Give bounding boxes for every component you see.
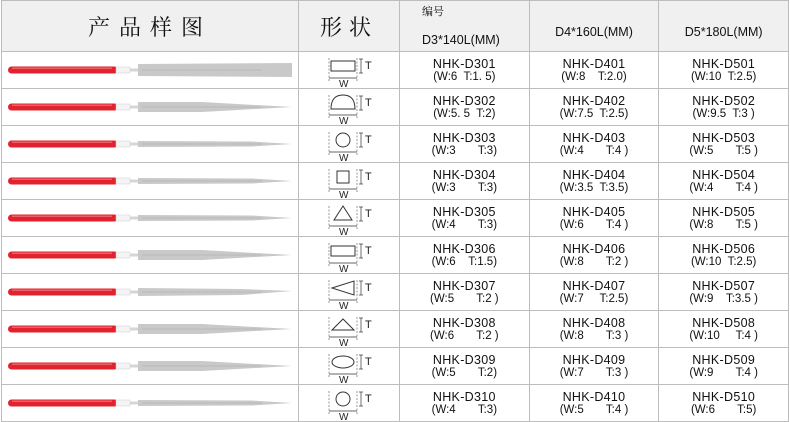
width-label: W (339, 190, 349, 199)
model-cell (400, 385, 530, 422)
model-code: NHK-D406 (562, 241, 626, 256)
model-cell (659, 385, 789, 422)
product-image-cell (2, 200, 299, 237)
thickness-label: T (365, 60, 372, 72)
model-cell (659, 52, 789, 89)
model-dimensions: (W:10 T:2.5) (690, 70, 757, 83)
product-table (1, 0, 789, 422)
header-size-d4: D4*160L(MM) (529, 1, 659, 52)
thickness-label: T (365, 319, 372, 331)
width-label: W (339, 338, 349, 347)
file-image (2, 200, 296, 236)
thickness-label: T (365, 282, 372, 294)
model-cell (400, 274, 530, 311)
model-dimensions: (W:3.5 T:3.5) (559, 181, 629, 194)
model-cell (659, 311, 789, 348)
model-dimensions: (W:4 T:4 ) (559, 144, 629, 157)
header-shape: 形状 (299, 1, 400, 52)
model-dimensions: (W:9.5 T:3 ) (692, 107, 755, 120)
model-code: NHK-D507 (692, 278, 756, 293)
header-code-label: 编号 (422, 6, 444, 18)
model-cell (400, 89, 530, 126)
model-cell (400, 163, 530, 200)
cross-section-triangle-icon (299, 200, 399, 236)
width-label: W (339, 264, 349, 273)
product-image-cell (2, 274, 299, 311)
model-code: NHK-D306 (432, 241, 496, 256)
model-cell (400, 311, 530, 348)
model-cell (400, 237, 530, 274)
model-code: NHK-D505 (692, 204, 756, 219)
width-label: W (339, 116, 349, 125)
model-dimensions: (W:3 T:3) (431, 144, 498, 157)
width-label: W (339, 79, 349, 88)
model-dimensions: (W:4 T:3) (431, 403, 498, 416)
model-code: NHK-D310 (432, 389, 496, 404)
model-code: NHK-D409 (562, 352, 626, 367)
thickness-label: T (365, 245, 372, 257)
model-cell (529, 237, 659, 274)
shape-cell (299, 200, 400, 237)
table-row (2, 348, 789, 385)
header-size-d5: D5*180L(MM) (659, 1, 789, 52)
model-cell (659, 348, 789, 385)
model-code: NHK-D309 (432, 352, 496, 367)
thickness-label: T (365, 171, 372, 183)
model-code: NHK-D504 (692, 167, 756, 182)
table-row (2, 200, 789, 237)
model-dimensions: (W:8 T:5 ) (689, 218, 758, 231)
cross-section-oval-icon (299, 348, 399, 384)
cross-section-square-icon (299, 163, 399, 199)
model-cell (659, 274, 789, 311)
model-cell (659, 237, 789, 274)
model-code: NHK-D304 (432, 167, 496, 182)
file-image (2, 52, 296, 88)
cross-section-half-round-icon (299, 89, 399, 125)
model-code: NHK-D404 (562, 167, 626, 182)
model-code: NHK-D303 (432, 130, 496, 145)
shape-cell (299, 237, 400, 274)
model-cell (529, 126, 659, 163)
model-cell (400, 200, 530, 237)
header-product-image: 产品样图 (2, 1, 299, 52)
model-dimensions: (W:9 T:3.5 ) (689, 292, 758, 305)
file-image (2, 274, 296, 310)
model-code: NHK-D510 (692, 389, 756, 404)
product-image-cell (2, 237, 299, 274)
table-row (2, 126, 789, 163)
model-code: NHK-D305 (432, 204, 496, 219)
model-code: NHK-D308 (432, 315, 496, 330)
model-cell (659, 89, 789, 126)
header-size-d3-label: D3*140L(MM) (422, 33, 500, 47)
cross-section-flat-rect-icon (299, 237, 399, 273)
model-cell (529, 200, 659, 237)
model-cell (400, 126, 530, 163)
model-code: NHK-D410 (562, 389, 626, 404)
shape-cell (299, 311, 400, 348)
model-dimensions: (W:6 T:1. 5) (433, 70, 496, 83)
model-dimensions: (W:5 T:2) (431, 366, 498, 379)
model-cell (659, 126, 789, 163)
model-code: NHK-D301 (432, 56, 496, 71)
model-dimensions: (W:4 T:3) (431, 218, 498, 231)
file-image (2, 385, 296, 421)
model-code: NHK-D501 (692, 56, 756, 71)
cross-section-round-icon (299, 385, 399, 421)
model-cell (400, 348, 530, 385)
model-code: NHK-D509 (692, 352, 756, 367)
product-image-cell (2, 126, 299, 163)
cross-section-flat-rect-icon (299, 52, 399, 88)
model-cell (400, 52, 530, 89)
width-label: W (339, 227, 349, 236)
model-cell (529, 52, 659, 89)
file-image (2, 237, 296, 273)
file-image (2, 163, 296, 199)
cross-section-round-icon (299, 126, 399, 162)
model-cell (529, 274, 659, 311)
model-code: NHK-D506 (692, 241, 756, 256)
model-dimensions: (W:4 T:4 ) (689, 181, 758, 194)
header-row (2, 1, 789, 52)
width-label: W (339, 301, 349, 310)
header-size-d3 (400, 1, 530, 52)
model-code: NHK-D508 (692, 315, 756, 330)
model-code: NHK-D405 (562, 204, 626, 219)
model-dimensions: (W:6 T:2 ) (430, 329, 499, 342)
table-row (2, 274, 789, 311)
width-label: W (339, 153, 349, 162)
model-dimensions: (W:7 T:2.5) (559, 292, 629, 305)
table-row (2, 311, 789, 348)
model-cell (659, 163, 789, 200)
model-dimensions: (W:7 T:3 ) (559, 366, 629, 379)
shape-cell (299, 163, 400, 200)
width-label: W (339, 375, 349, 384)
thickness-label: T (365, 393, 372, 405)
model-dimensions: (W:8 T:3 ) (559, 329, 629, 342)
model-cell (529, 89, 659, 126)
table-row (2, 52, 789, 89)
product-image-cell (2, 89, 299, 126)
model-cell (529, 348, 659, 385)
cross-section-knife-icon (299, 274, 399, 310)
model-dimensions: (W:6 T:5) (690, 403, 757, 416)
table-row (2, 89, 789, 126)
file-image (2, 89, 296, 125)
product-image-cell (2, 163, 299, 200)
model-dimensions: (W:5 T:4 ) (559, 403, 629, 416)
model-code: NHK-D403 (562, 130, 626, 145)
thickness-label: T (365, 134, 372, 146)
model-dimensions: (W:7.5 T:2.5) (559, 107, 629, 120)
thickness-label: T (365, 208, 372, 220)
model-dimensions: (W:3 T:3) (431, 181, 498, 194)
width-label: W (339, 412, 349, 421)
model-code: NHK-D302 (432, 93, 496, 108)
model-dimensions: (W:6 T:4 ) (559, 218, 629, 231)
shape-cell (299, 126, 400, 163)
model-code: NHK-D502 (692, 93, 756, 108)
shape-cell (299, 348, 400, 385)
model-dimensions: (W:6 T:1.5) (431, 255, 498, 268)
model-code: NHK-D408 (562, 315, 626, 330)
model-dimensions: (W:5. 5 T:2) (433, 107, 496, 120)
model-dimensions: (W:9 T:4 ) (689, 366, 758, 379)
model-code: NHK-D407 (562, 278, 626, 293)
shape-cell (299, 274, 400, 311)
shape-cell (299, 385, 400, 422)
model-dimensions: (W:10 T:4 ) (689, 329, 758, 342)
product-image-cell (2, 348, 299, 385)
file-image (2, 348, 296, 384)
model-dimensions: (W:8 T:2 ) (559, 255, 629, 268)
product-image-cell (2, 311, 299, 348)
thickness-label: T (365, 356, 372, 368)
thickness-label: T (365, 97, 372, 109)
model-dimensions: (W:10 T:2.5) (690, 255, 757, 268)
model-dimensions: (W:5 T:2 ) (430, 292, 499, 305)
table-row (2, 385, 789, 422)
model-cell (529, 163, 659, 200)
cross-section-barrette-icon (299, 311, 399, 347)
model-code: NHK-D503 (692, 130, 756, 145)
model-code: NHK-D401 (562, 56, 626, 71)
model-dimensions: (W:8 T:2.0) (561, 70, 627, 83)
product-image-cell (2, 52, 299, 89)
shape-cell (299, 89, 400, 126)
shape-cell (299, 52, 400, 89)
model-cell (529, 311, 659, 348)
model-dimensions: (W:5 T:5 ) (689, 144, 758, 157)
product-image-cell (2, 385, 299, 422)
model-code: NHK-D307 (432, 278, 496, 293)
table-row (2, 163, 789, 200)
model-cell (529, 385, 659, 422)
file-image (2, 311, 296, 347)
model-cell (659, 200, 789, 237)
table-row (2, 237, 789, 274)
model-code: NHK-D402 (562, 93, 626, 108)
file-image (2, 126, 296, 162)
